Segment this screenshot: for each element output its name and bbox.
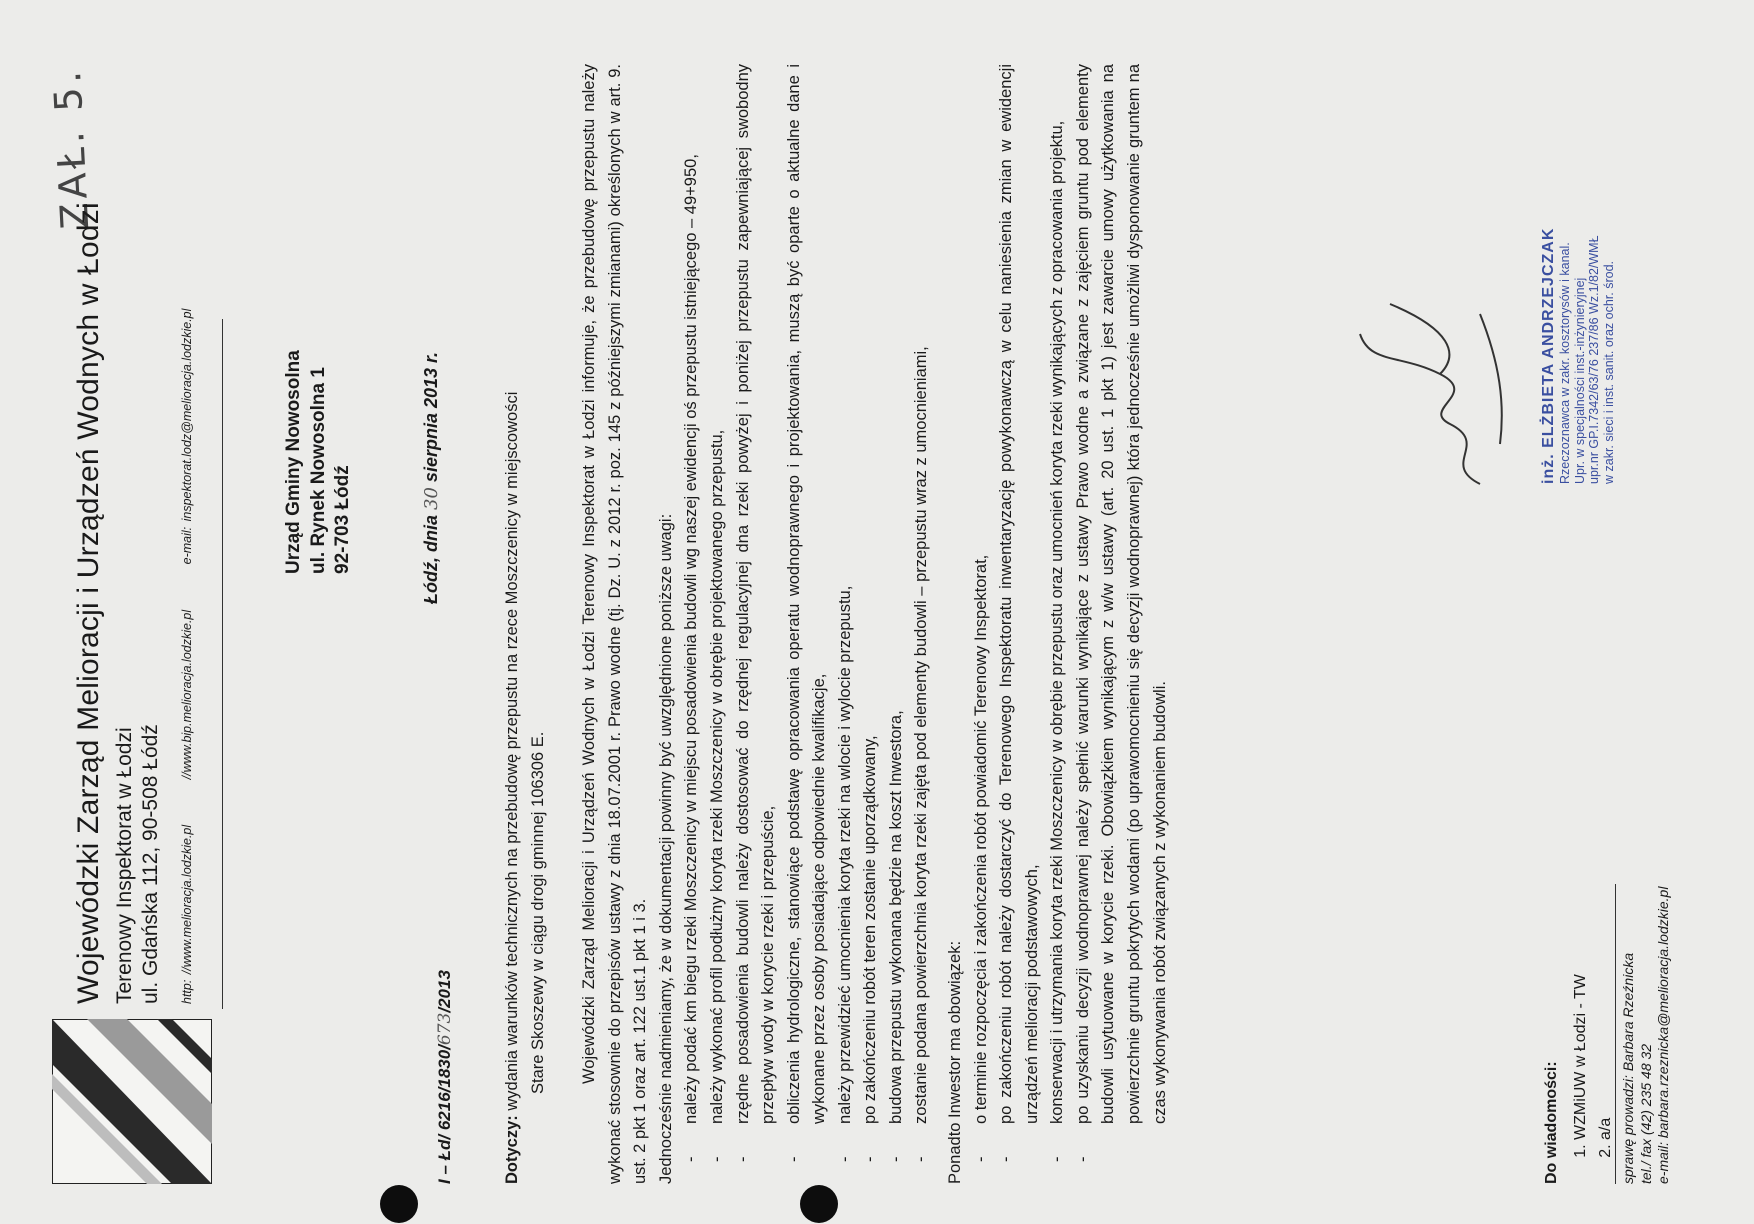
distribution-item: 2. a/a [1594,974,1619,1140]
reference-handwritten: 673 [435,1012,455,1046]
subject-line [500,64,526,1184]
handled-by: sprawę prowadzi: Barbara Rzeźnicka [1620,952,1636,1184]
punch-hole [380,1185,418,1223]
office-address: ul. Gdańska 112, 90-508 Łódź [139,724,163,1004]
website-link[interactable]: http: //www.melioracja.lodzkie.pl [180,824,194,1004]
list-item: - rzędne posadowienia budowli należy dostosować do rzędnej regulacyjnej dna rzeki powyżej i poniżej przepustu zapewniającej swobodny przepływ wody w korycie rzeki i przepuście, [731,64,782,1184]
addressee-line: ul. Rynek Nowosolna 1 [307,367,329,574]
addressee-line: 92-703 Łódź [332,465,354,574]
date-prefix: Łódź, dnia [421,515,441,604]
handwritten-signature [1330,284,1530,504]
list-item: - konserwacji i utrzymania koryta rzeki Moszczenicy w obrębie przepustu oraz umocnień koryta rzeki wynikających z opracowania projektu, [1045,64,1071,1184]
addressee-block [282,350,356,574]
subject-label: Dotyczy: [503,1115,521,1184]
date-suffix: sierpnia 2013 r. [421,351,441,483]
reference-number [432,970,458,1184]
list-item: - po zakończeniu robót należy dostarczyć do Terenowego Inspektoratu inwentaryzację powykonawczą w celu naniesienia zmian w ewidencji urządzeń melioracji podstawowych, [994,64,1045,1184]
list-item: - należy wykonać profil podłużny koryta rzeki Moszczenicy w obrębie projektowanego przepustu, [705,64,731,1184]
list-item: - należy przewidzieć umocnienia koryta rzeki na wlocie i wylocie przepustu, [833,64,859,1184]
contact-phone: tel./ fax (42) 235 48 32 [1637,1043,1654,1184]
letter-date [418,352,446,604]
subject-text-continued: Stare Skoszewy w ciągu drogi gminnej 106306 E. [528,731,547,1094]
remarks-intro: Jednocześnie nadmieniamy, że w dokumentacji powinny być uwzględnione poniższe uwagi: [656,513,675,1184]
list-item: - po zakończeniu robót teren zostanie uporządkowany, [858,64,884,1184]
stamp-line: Rzeczoznawca w zakr. kosztorysów i kanal. [1558,242,1573,484]
punch-hole [800,1185,838,1223]
list-item: - obliczenia hydrologiczne, stanowiące podstawę opracowania operatu wodnoprawnego i projektowania, muszą być oparte o aktualne dane i wykonane przez osoby posiadające odpowiednie kwalifikacje, [782,64,833,1184]
list-item: - zostanie podana powierzchnia koryta rzeki zajęta pod elementy budowli – przepustu wraz z umocnieniami, [909,64,935,1184]
footer-divider [1615,884,1616,1184]
organization-name: Wojewódzki Zarząd Melioracji i Urządzeń Wodnych w Łodzi [72,202,105,1004]
investor-duties-list [969,64,1174,1184]
remarks-list [679,64,935,1184]
reference-suffix: /2013 [435,970,454,1013]
official-stamp [1540,228,1616,484]
contact-email: e-mail: barbara.rzeznicka@melioracja.lodzkie.pl [1655,886,1671,1184]
stamp-line: Upr. w specjalności inst.-inżynieryjnej [1572,277,1587,484]
stamp-name: inż. ELŻBIETA ANDRZEJCZAK [1540,227,1557,484]
reference-prefix: I – Łd/ 6216/1830/ [435,1045,454,1184]
organization-logo [52,1019,212,1184]
handwritten-annotation: ZAŁ. 5. [44,66,98,231]
distribution-item: 1. WZMiUW w Łodzi - TW [1569,974,1594,1140]
investor-intro: Ponadto Inwestor ma obowiązek: [946,940,964,1184]
distribution-list [1540,974,1618,1184]
body-paragraph: Wojewódzki Zarząd Melioracji i Urządzeń Wodnych w Łodzi Terenowy Inspektorat w Łodzi informuje, że przebudowę przepustu należy wykonać stosownie do przepisów ustawy z dnia 18.07.2001 r. Prawo wodne (tj. Dz. U. z 2012 r. poz. 145 z późniejszymi zmianami) określonych w art. 9. ust. 2 pkt 1 oraz art. 122 ust.1 pkt 1 i 3. [580,64,650,1184]
distribution-title: Do wiadomości: [1543,1061,1560,1184]
office-block [112,724,165,1004]
bip-link[interactable]: //www.bip.melioracja.lodzkie.pl [180,609,194,780]
addressee-line: Urząd Gminy Nowosolna [283,350,304,574]
list-item: - budowa przepustu wykonana będzie na koszt Inwestora, [884,64,910,1184]
date-day-handwritten: 30 [421,487,442,510]
stamp-line: w zakr. sieci i inst. sanit. oraz ochr. środ. [1601,261,1616,484]
stamp-line: upr.nr GP.I.7342/63/76 237/86 Wz.1/82/WMŁ [1587,235,1602,484]
list-item: - o terminie rozpoczęcia i zakończenia robót powiadomić Terenowy Inspektorat, [969,64,995,1184]
letter-body [500,64,1173,1184]
contact-footer [1620,887,1673,1184]
header-links [178,269,197,1004]
subject-text: wydania warunków technicznych na przebudowę przepustu na rzece Moszczenicy w miejscowości [503,391,521,1111]
office-name: Terenowy Inspektorat w Łodzi [113,727,136,1004]
header-divider [222,319,223,1009]
list-item: - po uzyskaniu decyzji wodnoprawnej należy spełnić warunki wynikające z ustawy Prawo wodne a związane z zajęciem gruntu pod elementy budowli usytuowane w korycie rzeki. Obowiązkiem wynikającym z w/w ustawy (art. 20 ust. 1 pkt 1) jest zawarcie umowy użytkowania na powierzchnie gruntu pokrytych wodami (po uprawomocnieniu się decyzji wodnoprawnej) która jednocześnie umożliwi dysponowanie gruntem na czas wykonywania robót związanych z wykonaniem budowli. [1071,64,1173,1184]
email-link[interactable]: e-mail: inspektorat.lodz@melioracja.lodzkie.pl [180,308,194,565]
list-item: - należy podać km biegu rzeki Moszczenicy w miejscu posadowienia budowli wg naszej ewidencji oś przepustu istniejącego – 49+950, [679,64,705,1184]
